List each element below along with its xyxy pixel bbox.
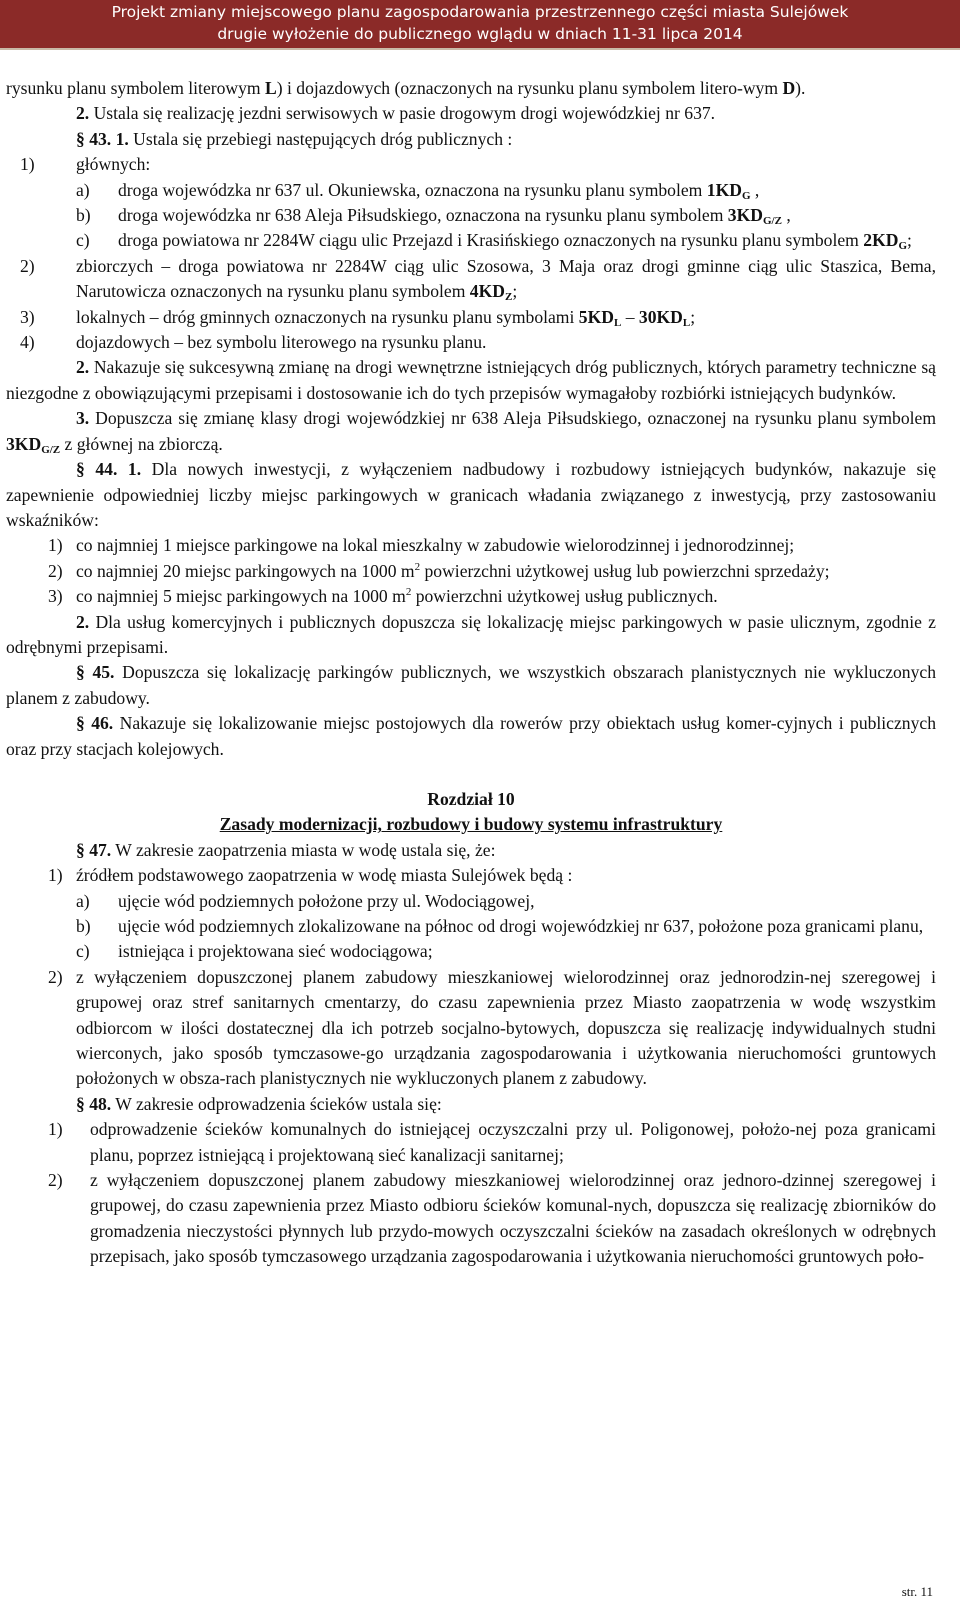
list-item: 3) co najmniej 5 miejsc parkingowych na 1000 $m^2$ powierzchni użytkowej usług publicznych. <box>48 586 718 607</box>
list-item: 1) odprowadzenie ścieków komunalnych do istniejącej oczyszczalni przy ul. Poligonowej, położo-nej poza granicami planu, poprzez istniejącą i projektowaną sieć kanalizacji sanitarnej; <box>48 1119 936 1165</box>
paragraph-43-3: 3. Dopuszcza się zmianę klasy drogi wojewódzkiej nr 638 Aleja Piłsudskiego, oznaczonej na rysunku planu symbolem $3KD_{G/Z}$ z głównej na zbiorczą. <box>6 408 936 456</box>
header-line-2: drugie wyłożenie do publicznego wglądu w dniach 11-31 lipca 2014 <box>217 25 743 43</box>
list-item: b) ujęcie wód podziemnych zlokalizowane na północ od drogi wojewódzkiej nr 637, położone poza granicami planu, <box>76 916 924 936</box>
header-line-1: Projekt zmiany miejscowego planu zagospodarowania przestrzennego części miasta Sulejówek <box>111 3 849 21</box>
list-item: a) ujęcie wód podziemnych położone przy ul. Wodociągowej, <box>76 890 535 911</box>
paragraph-47: § 47. W zakresie zaopatrzenia miasta w wodę ustala się, że: <box>76 839 496 860</box>
page-header <box>0 0 960 48</box>
paragraph-46: § 46. Nakazuje się lokalizowanie miejsc postojowych dla rowerów przy obiektach usług komer-cyjnych i publicznych oraz przy stacjach kolejowych. <box>6 713 937 759</box>
paragraph-43-2: 2. Nakazuje się sukcesywną zmianę na drogi wewnętrzne istniejących dróg publicznych, których parametry techniczne są niezgodne z obowiązującymi przepisami i dostosowanie ich do tych przepisów wymagałoby rozbiórki istniejących budynków. <box>6 357 936 403</box>
paragraph-42-2: 2. Ustala się realizację jezdni serwisowych w pasie drogowym drogi wojewódzkiej nr 637. <box>76 103 716 124</box>
list-item: 1) źródłem podstawowego zaopatrzenia w wodę miasta Sulejówek będą : <box>48 865 573 886</box>
list-item: 1) co najmniej 1 miejsce parkingowe na lokal mieszkalny w zabudowie wielorodzinnej i jednorodzinnej; <box>48 535 795 556</box>
list-item: a) droga wojewódzka nr 637 ul. Okuniewska, oznaczona na rysunku planu symbolem $1KD_G$ , <box>76 179 760 202</box>
paragraph-48: § 48. W zakresie odprowadzenia ścieków ustala się: <box>76 1093 442 1114</box>
paragraph-43-1: § 43. 1. Ustala się przebiegi następujących dróg publicznych : <box>76 128 513 149</box>
list-item: 2) z wyłączeniem dopuszczonej planem zabudowy mieszkaniowej wielorodzinnej oraz jednoro-dzinnej szeregowej i grupowej, do czasu zapewnienia przez Miasto odbioru ścieków komunal-nych, dopuszcza się realizację zbiorników do gromadzenia nieczystości płynnych lub przydo-mowych oczyszczalni ścieków na zasadach określonych w odrębnych przepisach, jako sposób tymczasowego urządzania zagospodarowania i użytkowania nieruchomości gruntowych poło- <box>48 1170 936 1267</box>
list-item: 2) z wyłączeniem dopuszczonej planem zabudowy mieszkaniowej wielorodzinnej oraz jednorodzin-nej szeregowej i grupowej oraz stref sanitarnych cmentarzy, do czasu zapewnienia przez Miasto zaopatrzenia w wodę wszystkim odbiorcom w ilości dostatecznej dla ich potrzeb socjalno-bytowych, dopuszcza się realizację indywidualnych studni wierconych, jako sposób tymczasowe-go urządzania zagospodarowania i użytkowania nieruchomości gruntowych położonych w obsza-rach planistycznych nie wykluczonych planem z zabudowy. <box>48 966 936 1089</box>
paragraph-45: § 45. Dopuszcza się lokalizację parkingów publicznych, we wszystkich obszarach planistycznych nie wykluczonych planem z zabudowy. <box>6 662 937 708</box>
chapter-heading: Rozdział 10 <box>427 788 515 809</box>
document-body <box>0 76 950 1270</box>
list-item: 2) zbiorczych – droga powiatowa nr 2284W ciąg ulic Szosowa, 3 Maja oraz drogi gminne ciąg ulic Staszica, Bema, Narutowicza oznaczonych na rysunku planu symbolem $4KD_Z$; <box>20 255 936 304</box>
list-item: 2) co najmniej 20 miejsc parkingowych na 1000 $m^2$ powierzchni użytkowej usług lub powierzchni sprzedaży; <box>48 560 830 581</box>
chapter-title: Zasady modernizacji, rozbudowy i budowy systemu infrastruktury <box>219 814 723 835</box>
list-item: 1) głównych: <box>20 154 151 175</box>
list-item: c) droga powiatowa nr 2284W ciągu ulic Przejazd i Krasińskiego oznaczonych na rysunku planu symbolem $2KD_G$; <box>76 230 912 253</box>
header-rule <box>0 48 960 50</box>
paragraph-continuation: rysunku planu symbolem literowym L) i dojazdowych (oznaczonych na rysunku planu symbolem litero-wym D). <box>6 78 806 98</box>
page-number: str. 11 <box>901 1584 933 1599</box>
list-item: b) droga wojewódzka nr 638 Aleja Piłsudskiego, oznaczona na rysunku planu symbolem $3KD_{G/Z}$ , <box>76 205 791 228</box>
list-item: 4) dojazdowych – bez symbolu literowego na rysunku planu. <box>20 332 487 353</box>
paragraph-44-2: 2. Dla usług komercyjnych i publicznych dopuszcza się lokalizację miejsc parkingowych w pasie ulicznym, zgodnie z odrębnymi przepisami. <box>6 611 936 657</box>
list-item: 3) lokalnych – dróg gminnych oznaczonych na rysunku planu symbolami $5KD_L - 30KD_L$; <box>20 306 696 329</box>
paragraph-44-1: § 44. 1. Dla nowych inwestycji, z wyłączeniem nadbudowy i rozbudowy istniejących budynków, nakazuje się zapewnienie odpowiedniej liczby miejsc parkingowych w granicach władania związanego z inwestycją, przy zastosowaniu wskaźników: <box>6 459 936 530</box>
list-item: c) istniejąca i projektowana sieć wodociągowa; <box>76 941 433 962</box>
